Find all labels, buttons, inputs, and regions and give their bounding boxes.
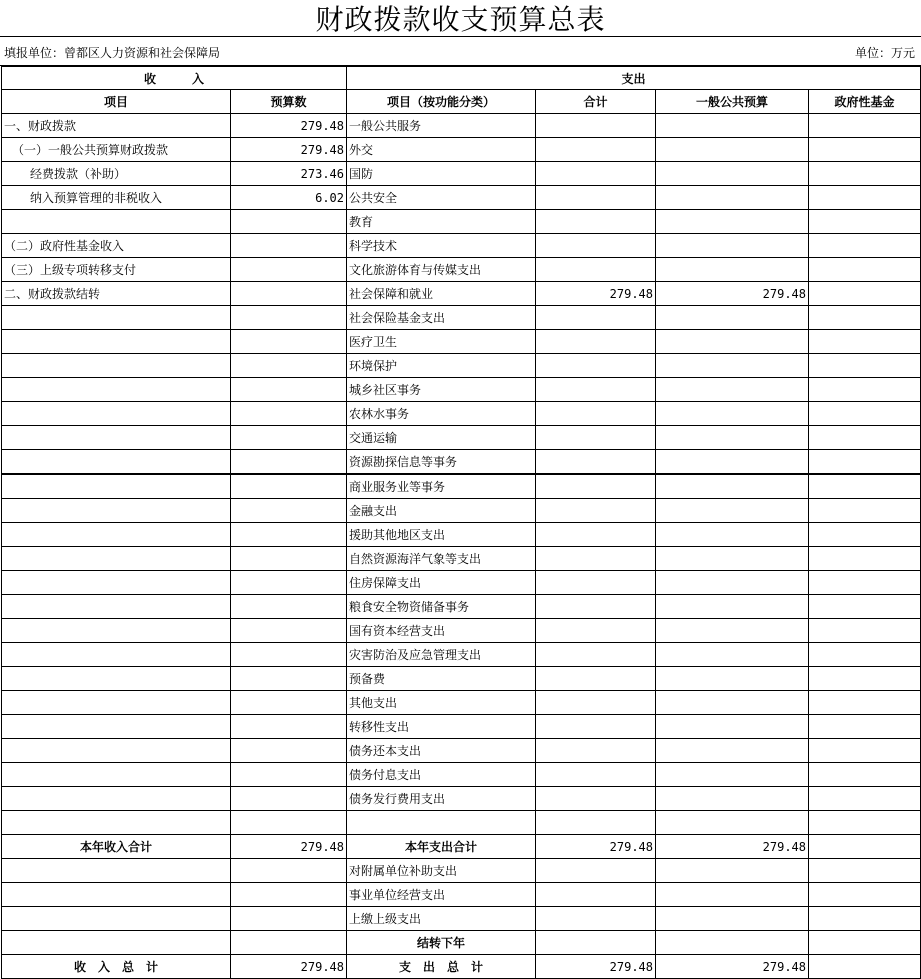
expense-item-cell: 粮食安全物资储备事务 xyxy=(347,595,536,619)
expense-item-cell: 住房保障支出 xyxy=(347,571,536,595)
expense-item-cell: 自然资源海洋气象等支出 xyxy=(347,547,536,571)
table-row xyxy=(2,691,921,715)
total-cell xyxy=(536,138,656,162)
general-budget-cell xyxy=(656,715,809,739)
income-item-cell xyxy=(2,402,231,426)
government-fund-cell xyxy=(809,811,921,835)
column-header-row xyxy=(2,90,921,114)
government-fund-cell xyxy=(809,883,921,907)
header-expense-item: 项目（按功能分类） xyxy=(347,90,536,114)
general-budget-cell xyxy=(656,619,809,643)
expense-item-cell: 预备费 xyxy=(347,667,536,691)
income-item-cell xyxy=(2,547,231,571)
government-fund-cell xyxy=(809,859,921,883)
table-row xyxy=(2,354,921,378)
header-income-budget: 预算数 xyxy=(231,90,347,114)
table-row xyxy=(2,474,921,499)
total-cell xyxy=(536,859,656,883)
total-cell xyxy=(536,354,656,378)
income-budget-cell: 279.48 xyxy=(231,955,347,979)
income-budget-cell xyxy=(231,474,347,499)
income-budget-cell xyxy=(231,426,347,450)
general-budget-cell: 279.48 xyxy=(656,282,809,306)
income-budget-cell xyxy=(231,907,347,931)
expense-item-cell: 外交 xyxy=(347,138,536,162)
income-budget-cell xyxy=(231,258,347,282)
expense-item-cell: 转移性支出 xyxy=(347,715,536,739)
table-row xyxy=(2,402,921,426)
general-budget-cell xyxy=(656,595,809,619)
total-cell xyxy=(536,378,656,402)
general-budget-cell xyxy=(656,811,809,835)
general-budget-cell xyxy=(656,931,809,955)
income-item-cell: 本年收入合计 xyxy=(2,835,231,859)
table-row xyxy=(2,811,921,835)
government-fund-cell xyxy=(809,907,921,931)
total-cell xyxy=(536,523,656,547)
expense-item-cell: 金融支出 xyxy=(347,499,536,523)
general-budget-cell xyxy=(656,859,809,883)
government-fund-cell xyxy=(809,739,921,763)
income-budget-cell xyxy=(231,523,347,547)
table-row xyxy=(2,787,921,811)
general-budget-cell xyxy=(656,378,809,402)
general-budget-cell xyxy=(656,787,809,811)
income-item-cell xyxy=(2,523,231,547)
expense-item-cell: 医疗卫生 xyxy=(347,330,536,354)
income-item-cell xyxy=(2,739,231,763)
expense-item-cell: 援助其他地区支出 xyxy=(347,523,536,547)
expense-item-cell: 公共安全 xyxy=(347,186,536,210)
total-cell xyxy=(536,162,656,186)
general-budget-cell xyxy=(656,643,809,667)
header-income-item: 项目 xyxy=(2,90,231,114)
income-item-cell xyxy=(2,450,231,475)
income-budget-cell xyxy=(231,282,347,306)
table-row xyxy=(2,859,921,883)
total-cell xyxy=(536,811,656,835)
income-budget-cell xyxy=(231,402,347,426)
total-cell xyxy=(536,426,656,450)
income-budget-cell xyxy=(231,450,347,475)
income-item-cell xyxy=(2,378,231,402)
government-fund-cell xyxy=(809,186,921,210)
general-budget-cell xyxy=(656,763,809,787)
table-row xyxy=(2,378,921,402)
general-budget-cell xyxy=(656,499,809,523)
government-fund-cell xyxy=(809,547,921,571)
table-row xyxy=(2,186,921,210)
table-row xyxy=(2,883,921,907)
expense-item-cell: 一般公共服务 xyxy=(347,114,536,138)
general-budget-cell xyxy=(656,739,809,763)
total-cell xyxy=(536,330,656,354)
total-cell xyxy=(536,258,656,282)
income-budget-cell xyxy=(231,499,347,523)
income-item-cell xyxy=(2,499,231,523)
table-row xyxy=(2,330,921,354)
income-item-cell: （一）一般公共预算财政拨款 xyxy=(2,138,231,162)
income-item-cell: 二、财政拨款结转 xyxy=(2,282,231,306)
income-budget-cell xyxy=(231,643,347,667)
total-cell xyxy=(536,306,656,330)
government-fund-cell xyxy=(809,474,921,499)
expense-item-cell: 环境保护 xyxy=(347,354,536,378)
general-budget-cell xyxy=(656,691,809,715)
expense-item-cell: 文化旅游体育与传媒支出 xyxy=(347,258,536,282)
total-cell xyxy=(536,571,656,595)
income-item-cell xyxy=(2,907,231,931)
government-fund-cell xyxy=(809,499,921,523)
table-row xyxy=(2,114,921,138)
government-fund-cell xyxy=(809,210,921,234)
income-budget-cell xyxy=(231,739,347,763)
government-fund-cell xyxy=(809,571,921,595)
income-item-cell xyxy=(2,931,231,955)
total-cell xyxy=(536,186,656,210)
income-budget-cell xyxy=(231,306,347,330)
budget-table xyxy=(1,66,921,979)
table-row xyxy=(2,499,921,523)
expense-item-cell: 教育 xyxy=(347,210,536,234)
income-budget-cell xyxy=(231,691,347,715)
general-budget-cell xyxy=(656,523,809,547)
total-cell xyxy=(536,787,656,811)
reporting-unit: 填报单位：曾都区人力资源和社会保障局 xyxy=(4,46,221,60)
government-fund-cell xyxy=(809,402,921,426)
income-item-cell xyxy=(2,571,231,595)
total-cell xyxy=(536,883,656,907)
expense-item-cell: 资源勘探信息等事务 xyxy=(347,450,536,475)
income-budget-cell xyxy=(231,595,347,619)
income-item-cell: （三）上级专项转移支付 xyxy=(2,258,231,282)
general-budget-cell xyxy=(656,402,809,426)
table-row xyxy=(2,523,921,547)
expense-item-cell: 国防 xyxy=(347,162,536,186)
report-meta xyxy=(0,37,921,66)
general-budget-cell xyxy=(656,234,809,258)
income-budget-cell: 279.48 xyxy=(231,138,347,162)
table-row xyxy=(2,162,921,186)
income-item-cell: 纳入预算管理的非税收入 xyxy=(2,186,231,210)
total-cell xyxy=(536,234,656,258)
expense-item-cell: 城乡社区事务 xyxy=(347,378,536,402)
total-cell: 279.48 xyxy=(536,835,656,859)
government-fund-cell xyxy=(809,450,921,475)
expense-item-cell: 债务付息支出 xyxy=(347,763,536,787)
expense-item-cell: 债务发行费用支出 xyxy=(347,787,536,811)
table-row xyxy=(2,931,921,955)
table-row xyxy=(2,258,921,282)
table-row xyxy=(2,643,921,667)
total-cell xyxy=(536,210,656,234)
government-fund-cell xyxy=(809,931,921,955)
table-row xyxy=(2,450,921,475)
table-row xyxy=(2,763,921,787)
income-budget-cell xyxy=(231,715,347,739)
expense-item-cell: 农林水事务 xyxy=(347,402,536,426)
table-row xyxy=(2,138,921,162)
general-budget-cell xyxy=(656,474,809,499)
expense-item-cell: 本年支出合计 xyxy=(347,835,536,859)
expense-item-cell: 社会保险基金支出 xyxy=(347,306,536,330)
government-fund-cell xyxy=(809,955,921,979)
total-cell xyxy=(536,402,656,426)
general-budget-cell xyxy=(656,306,809,330)
expense-item-cell: 国有资本经营支出 xyxy=(347,619,536,643)
government-fund-cell xyxy=(809,114,921,138)
income-budget-cell xyxy=(231,234,347,258)
income-item-cell xyxy=(2,667,231,691)
expense-item-cell: 科学技术 xyxy=(347,234,536,258)
income-item-cell xyxy=(2,763,231,787)
income-item-cell xyxy=(2,883,231,907)
government-fund-cell xyxy=(809,619,921,643)
income-item-cell xyxy=(2,787,231,811)
government-fund-cell xyxy=(809,595,921,619)
income-item-cell xyxy=(2,426,231,450)
income-item-cell: 经费拨款（补助） xyxy=(2,162,231,186)
income-budget-cell: 279.48 xyxy=(231,835,347,859)
page-title: 财政拨款收支预算总表 xyxy=(0,0,921,37)
table-row xyxy=(2,306,921,330)
income-item-cell xyxy=(2,210,231,234)
expense-item-cell: 商业服务业等事务 xyxy=(347,474,536,499)
general-budget-cell xyxy=(656,138,809,162)
income-budget-cell xyxy=(231,378,347,402)
table-row xyxy=(2,619,921,643)
total-cell xyxy=(536,114,656,138)
total-cell xyxy=(536,667,656,691)
expense-item-cell: 对附属单位补助支出 xyxy=(347,859,536,883)
government-fund-cell xyxy=(809,763,921,787)
total-cell xyxy=(536,450,656,475)
total-cell xyxy=(536,547,656,571)
total-cell xyxy=(536,763,656,787)
general-budget-cell xyxy=(656,114,809,138)
table-row xyxy=(2,571,921,595)
table-body xyxy=(2,114,921,979)
income-budget-cell: 6.02 xyxy=(231,186,347,210)
government-fund-cell xyxy=(809,330,921,354)
total-cell xyxy=(536,499,656,523)
government-fund-cell xyxy=(809,354,921,378)
total-cell xyxy=(536,643,656,667)
table-row xyxy=(2,739,921,763)
general-budget-cell xyxy=(656,258,809,282)
government-fund-cell xyxy=(809,835,921,859)
expense-item-cell: 灾害防治及应急管理支出 xyxy=(347,643,536,667)
income-item-cell xyxy=(2,643,231,667)
income-budget-cell xyxy=(231,330,347,354)
table-row xyxy=(2,234,921,258)
total-cell xyxy=(536,619,656,643)
income-budget-cell xyxy=(231,859,347,883)
government-fund-cell xyxy=(809,426,921,450)
income-item-cell: （二）政府性基金收入 xyxy=(2,234,231,258)
income-budget-cell xyxy=(231,571,347,595)
header-general-budget: 一般公共预算 xyxy=(656,90,809,114)
total-cell xyxy=(536,931,656,955)
expense-item-cell: 上缴上级支出 xyxy=(347,907,536,931)
government-fund-cell xyxy=(809,715,921,739)
table-row xyxy=(2,907,921,931)
total-cell xyxy=(536,595,656,619)
government-fund-cell xyxy=(809,523,921,547)
income-budget-cell xyxy=(231,787,347,811)
general-budget-cell xyxy=(656,162,809,186)
total-cell: 279.48 xyxy=(536,282,656,306)
general-budget-cell xyxy=(656,667,809,691)
header-government-fund: 政府性基金 xyxy=(809,90,921,114)
expense-item-cell: 事业单位经营支出 xyxy=(347,883,536,907)
currency-unit: 单位：万元 xyxy=(854,46,915,60)
income-item-cell xyxy=(2,306,231,330)
income-item-cell xyxy=(2,691,231,715)
government-fund-cell xyxy=(809,306,921,330)
total-cell: 279.48 xyxy=(536,955,656,979)
general-budget-cell xyxy=(656,210,809,234)
government-fund-cell xyxy=(809,162,921,186)
table-row xyxy=(2,426,921,450)
total-cell xyxy=(536,739,656,763)
expense-item-cell: 债务还本支出 xyxy=(347,739,536,763)
section-header-row xyxy=(2,67,921,90)
general-budget-cell xyxy=(656,571,809,595)
total-cell xyxy=(536,691,656,715)
expense-item-cell: 其他支出 xyxy=(347,691,536,715)
general-budget-cell xyxy=(656,450,809,475)
income-item-cell xyxy=(2,619,231,643)
table-row xyxy=(2,547,921,571)
income-item-cell xyxy=(2,859,231,883)
general-budget-cell xyxy=(656,354,809,378)
government-fund-cell xyxy=(809,378,921,402)
income-budget-cell xyxy=(231,667,347,691)
government-fund-cell xyxy=(809,667,921,691)
expense-section-header: 支出 xyxy=(347,67,921,90)
total-cell xyxy=(536,907,656,931)
income-section-header: 收 入 xyxy=(2,67,347,90)
expense-item-cell: 支 出 总 计 xyxy=(347,955,536,979)
government-fund-cell xyxy=(809,787,921,811)
total-cell xyxy=(536,474,656,499)
government-fund-cell xyxy=(809,643,921,667)
table-row xyxy=(2,282,921,306)
income-item-cell xyxy=(2,354,231,378)
income-budget-cell xyxy=(231,883,347,907)
government-fund-cell xyxy=(809,234,921,258)
income-item-cell xyxy=(2,595,231,619)
income-budget-cell xyxy=(231,547,347,571)
income-budget-cell xyxy=(231,811,347,835)
total-cell xyxy=(536,715,656,739)
income-item-cell xyxy=(2,715,231,739)
government-fund-cell xyxy=(809,258,921,282)
general-budget-cell xyxy=(656,547,809,571)
expense-item-cell: 交通运输 xyxy=(347,426,536,450)
general-budget-cell xyxy=(656,330,809,354)
general-budget-cell xyxy=(656,186,809,210)
table-row xyxy=(2,667,921,691)
header-total: 合计 xyxy=(536,90,656,114)
general-budget-cell xyxy=(656,907,809,931)
expense-item-cell: 结转下年 xyxy=(347,931,536,955)
income-budget-cell xyxy=(231,619,347,643)
table-row xyxy=(2,835,921,859)
general-budget-cell: 279.48 xyxy=(656,835,809,859)
income-budget-cell: 279.48 xyxy=(231,114,347,138)
table-row xyxy=(2,955,921,979)
general-budget-cell: 279.48 xyxy=(656,955,809,979)
expense-item-cell xyxy=(347,811,536,835)
table-row xyxy=(2,595,921,619)
income-budget-cell: 273.46 xyxy=(231,162,347,186)
general-budget-cell xyxy=(656,883,809,907)
income-budget-cell xyxy=(231,931,347,955)
government-fund-cell xyxy=(809,691,921,715)
income-item-cell: 一、财政拨款 xyxy=(2,114,231,138)
government-fund-cell xyxy=(809,282,921,306)
table-row xyxy=(2,210,921,234)
income-item-cell xyxy=(2,330,231,354)
income-budget-cell xyxy=(231,210,347,234)
income-item-cell: 收 入 总 计 xyxy=(2,955,231,979)
general-budget-cell xyxy=(656,426,809,450)
government-fund-cell xyxy=(809,138,921,162)
table-row xyxy=(2,715,921,739)
income-budget-cell xyxy=(231,354,347,378)
expense-item-cell: 社会保障和就业 xyxy=(347,282,536,306)
income-budget-cell xyxy=(231,763,347,787)
income-item-cell xyxy=(2,811,231,835)
income-item-cell xyxy=(2,474,231,499)
